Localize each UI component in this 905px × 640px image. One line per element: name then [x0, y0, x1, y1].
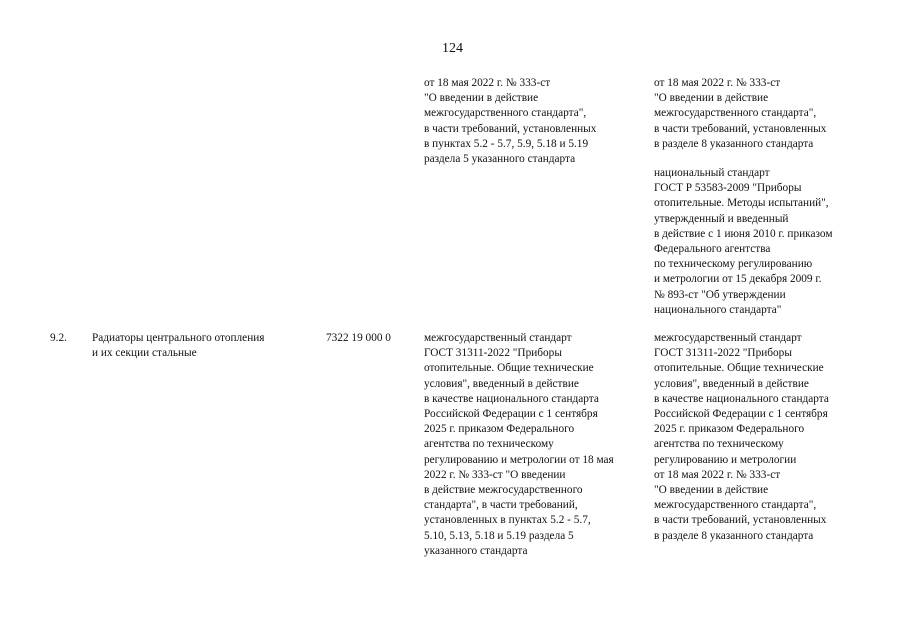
continuation-col4-national-standard: национальный стандарт ГОСТ Р 53583-2009 "Приборы отопительные. Методы испытаний", утвержденный и введенный в действие с 1 июня 2010 г. приказом Федерального агентства по техническому регулированию и метрологии от 15 декабря 2009 г. № 893-ст "Об утверждении национального стандарта" [654, 167, 833, 316]
row-product-name: Радиаторы центрального отопления и их секции стальные [92, 332, 265, 360]
continuation-col4-text: от 18 мая 2022 г. № 333-ст "О введении в действие межгосударственного стандарта", в части требований, установленных в разделе 8 указанного стандарта [654, 77, 827, 150]
continuation-col3-text: от 18 мая 2022 г. № 333-ст "О введении в действие межгосударственного стандарта", в части требований, установленных в пунктах 5.2 - 5.7, 5.9, 5.18 и 5.19 раздела 5 указанного стандарта [424, 77, 597, 166]
row-col4-standard: межгосударственный стандарт ГОСТ 31311-2022 "Приборы отопительные. Общие технические условия", введенный в действие в качестве национального стандарта Российской Федерации с 1 сентября 2025 г. приказом Федерального агентства по техническому регулированию и метрологии от 18 мая 2022 г. № 333-ст "О введении в действие межгосударственного стандарта", в части требований, установленных в разделе 8 указанного стандарта [654, 332, 829, 542]
row-number: 9.2. [50, 332, 67, 344]
page-number: 124 [442, 41, 463, 56]
row-tnved-code: 7322 19 000 0 [326, 332, 391, 344]
row-col3-standard: межгосударственный стандарт ГОСТ 31311-2022 "Приборы отопительные. Общие технические условия", введенный в действие в качестве национального стандарта Российской Федерации с 1 сентября 2025 г. приказом Федерального агентства по техническому регулированию и метрологии от 18 мая 2022 г. № 333-ст "О введении в действие межгосударственного стандарта", в части требований, установленных в пунктах 5.2 - 5.7, 5.10, 5.13, 5.18 и 5.19 раздела 5 указанного стандарта [424, 332, 614, 557]
